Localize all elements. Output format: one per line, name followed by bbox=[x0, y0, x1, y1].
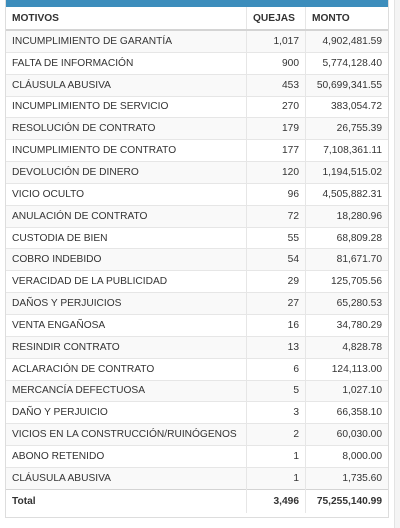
cell-monto: 26,755.39 bbox=[306, 118, 389, 140]
cell-quejas: 3 bbox=[247, 402, 306, 424]
cell-quejas: 27 bbox=[247, 293, 306, 315]
cell-monto: 8,000.00 bbox=[306, 446, 389, 468]
cell-quejas: 179 bbox=[247, 118, 306, 140]
cell-motivo: DAÑOS Y PERJUICIOS bbox=[6, 293, 247, 315]
cell-monto: 65,280.53 bbox=[306, 293, 389, 315]
table-row bbox=[6, 205, 388, 227]
table-row bbox=[6, 74, 388, 96]
table-row bbox=[6, 183, 388, 205]
table-row bbox=[6, 271, 388, 293]
cell-monto: 60,030.00 bbox=[306, 424, 389, 446]
table-row bbox=[6, 402, 388, 424]
cell-quejas: 6 bbox=[247, 358, 306, 380]
table-row bbox=[6, 446, 388, 468]
cell-monto: 81,671.70 bbox=[306, 249, 389, 271]
table-row bbox=[6, 380, 388, 402]
cell-monto: 66,358.10 bbox=[306, 402, 389, 424]
cell-motivo: VICIO OCULTO bbox=[6, 183, 247, 205]
cell-quejas: 177 bbox=[247, 140, 306, 162]
cell-quejas: 55 bbox=[247, 227, 306, 249]
table-row bbox=[6, 162, 388, 184]
cell-quejas: 5 bbox=[247, 380, 306, 402]
cell-quejas: 1 bbox=[247, 446, 306, 468]
cell-motivo: RESINDIR CONTRATO bbox=[6, 336, 247, 358]
cell-motivo: CLÁUSULA ABUSIVA bbox=[6, 74, 247, 96]
table-row bbox=[6, 30, 388, 52]
complaints-table bbox=[6, 7, 388, 513]
cell-motivo: DAÑO Y PERJUICIO bbox=[6, 402, 247, 424]
cell-quejas: 453 bbox=[247, 74, 306, 96]
cell-quejas: 29 bbox=[247, 271, 306, 293]
cell-motivo: DEVOLUCIÓN DE DINERO bbox=[6, 162, 247, 184]
cell-motivo: ACLARACIÓN DE CONTRATO bbox=[6, 358, 247, 380]
cell-monto: 50,699,341.55 bbox=[306, 74, 389, 96]
table-header bbox=[6, 7, 388, 30]
table-row bbox=[6, 358, 388, 380]
cell-monto: 125,705.56 bbox=[306, 271, 389, 293]
cell-quejas: 16 bbox=[247, 314, 306, 336]
header-row bbox=[6, 7, 388, 30]
cell-monto: 1,194,515.02 bbox=[306, 162, 389, 184]
table-row bbox=[6, 227, 388, 249]
cell-quejas: 72 bbox=[247, 205, 306, 227]
cell-quejas: 1,017 bbox=[247, 30, 306, 52]
cell-quejas: 1 bbox=[247, 467, 306, 489]
cell-motivo: MERCANCÍA DEFECTUOSA bbox=[6, 380, 247, 402]
table-row bbox=[6, 467, 388, 489]
cell-motivo: INCUMPLIMIENTO DE GARANTÍA bbox=[6, 30, 247, 52]
table-row bbox=[6, 249, 388, 271]
cell-monto: 1,027.10 bbox=[306, 380, 389, 402]
cell-monto: 7,108,361.11 bbox=[306, 140, 389, 162]
cell-monto: 4,902,481.59 bbox=[306, 30, 389, 52]
total-monto: 75,255,140.99 bbox=[306, 489, 389, 513]
cell-motivo: RESOLUCIÓN DE CONTRATO bbox=[6, 118, 247, 140]
cell-quejas: 270 bbox=[247, 96, 306, 118]
cell-motivo: VERACIDAD DE LA PUBLICIDAD bbox=[6, 271, 247, 293]
cell-motivo: ABONO RETENIDO bbox=[6, 446, 247, 468]
column-header-quejas[interactable]: QUEJAS bbox=[247, 7, 306, 30]
cell-monto: 34,780.29 bbox=[306, 314, 389, 336]
cell-motivo: COBRO INDEBIDO bbox=[6, 249, 247, 271]
total-quejas: 3,496 bbox=[247, 489, 306, 513]
cell-quejas: 120 bbox=[247, 162, 306, 184]
cell-monto: 4,505,882.31 bbox=[306, 183, 389, 205]
cell-monto: 383,054.72 bbox=[306, 96, 389, 118]
total-label: Total bbox=[6, 489, 247, 513]
table-row bbox=[6, 96, 388, 118]
cell-monto: 68,809.28 bbox=[306, 227, 389, 249]
table-row bbox=[6, 424, 388, 446]
table-footer bbox=[6, 489, 388, 513]
cell-monto: 4,828.78 bbox=[306, 336, 389, 358]
total-row bbox=[6, 489, 388, 513]
cell-quejas: 96 bbox=[247, 183, 306, 205]
cell-monto: 124,113.00 bbox=[306, 358, 389, 380]
table-body bbox=[6, 30, 388, 489]
cell-motivo: INCUMPLIMIENTO DE CONTRATO bbox=[6, 140, 247, 162]
complaints-table-panel bbox=[5, 0, 389, 518]
cell-motivo: FALTA DE INFORMACIÓN bbox=[6, 52, 247, 74]
panel-header-bar bbox=[6, 0, 388, 7]
table-row bbox=[6, 314, 388, 336]
table-row bbox=[6, 118, 388, 140]
cell-monto: 5,774,128.40 bbox=[306, 52, 389, 74]
cell-quejas: 54 bbox=[247, 249, 306, 271]
cell-quejas: 900 bbox=[247, 52, 306, 74]
cell-quejas: 2 bbox=[247, 424, 306, 446]
cell-motivo: ANULACIÓN DE CONTRATO bbox=[6, 205, 247, 227]
cell-monto: 18,280.96 bbox=[306, 205, 389, 227]
cell-motivo: CUSTODIA DE BIEN bbox=[6, 227, 247, 249]
cell-motivo: VENTA ENGAÑOSA bbox=[6, 314, 247, 336]
cell-motivo: VICIOS EN LA CONSTRUCCIÓN/RUINÓGENOS bbox=[6, 424, 247, 446]
cell-motivo: CLÁUSULA ABUSIVA bbox=[6, 467, 247, 489]
column-header-motivos[interactable]: MOTIVOS bbox=[6, 7, 247, 30]
table-row bbox=[6, 140, 388, 162]
cell-quejas: 13 bbox=[247, 336, 306, 358]
column-header-monto[interactable]: MONTO bbox=[306, 7, 389, 30]
table-row bbox=[6, 52, 388, 74]
table-row bbox=[6, 336, 388, 358]
cell-motivo: INCUMPLIMIENTO DE SERVICIO bbox=[6, 96, 247, 118]
cell-monto: 1,735.60 bbox=[306, 467, 389, 489]
table-row bbox=[6, 293, 388, 315]
scrollbar-track[interactable] bbox=[394, 0, 400, 528]
